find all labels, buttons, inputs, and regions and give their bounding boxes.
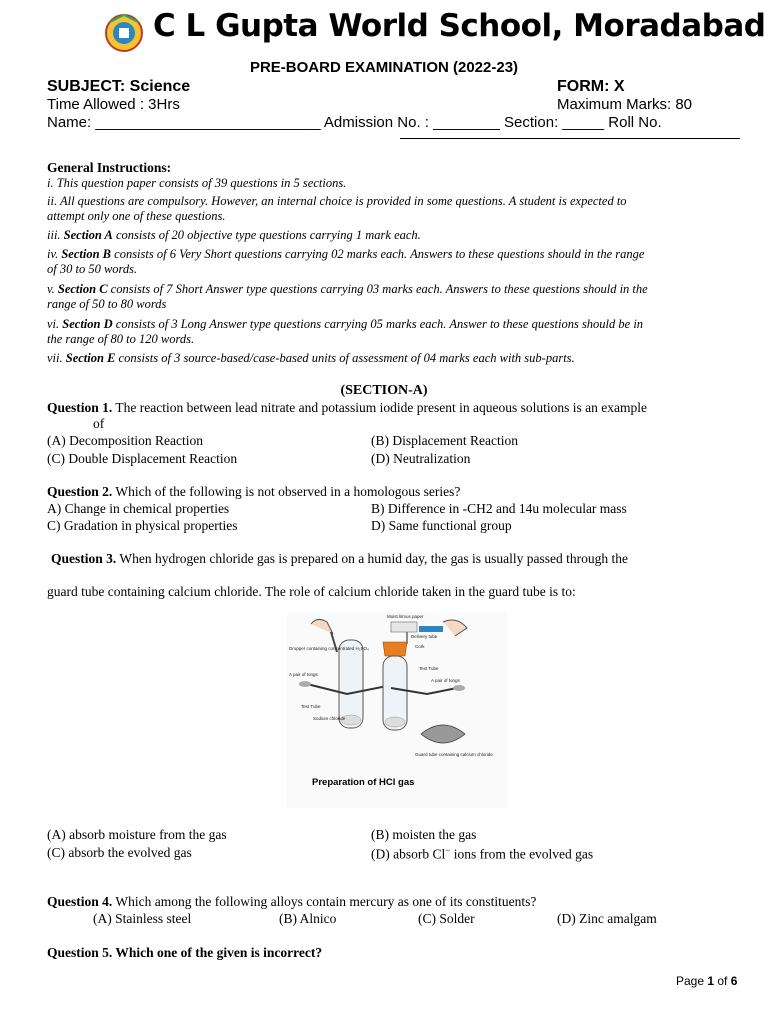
hcl-preparation-figure xyxy=(287,612,507,808)
question-2: Question 2. Which of the following is not observed in a homologous series? xyxy=(47,484,461,499)
exam-title: PRE-BOARD EXAMINATION (2022-23) xyxy=(249,59,519,76)
figure-label-sodium-chloride: Sodium chloride xyxy=(313,716,346,721)
figure-label-delivery: Delivery tube xyxy=(411,634,438,639)
question-1-cont: of xyxy=(93,416,105,431)
section-a-heading: (SECTION-A) xyxy=(340,383,428,398)
subject-label: SUBJECT: Science xyxy=(47,78,191,95)
q3-option-b: (B) moisten the gas xyxy=(371,827,477,842)
instruction-iii: iii. Section A consists of 20 objective type questions carrying 1 mark each. xyxy=(47,228,421,242)
figure-label-test-tube-right: Test Tube xyxy=(419,666,439,671)
page-number: Page 1 of 6 xyxy=(676,974,738,988)
q1-option-b: (B) Displacement Reaction xyxy=(371,433,518,448)
q3-option-a: (A) absorb moisture from the gas xyxy=(47,827,227,842)
form-label: FORM: X xyxy=(557,78,625,95)
instructions-heading: General Instructions: xyxy=(47,160,172,175)
time-allowed: Time Allowed : 3Hrs xyxy=(47,96,180,113)
question-3-cont: guard tube containing calcium chloride. The role of calcium chloride taken in the guard tube is to: xyxy=(47,584,576,599)
school-logo xyxy=(104,12,144,52)
question-3: Question 3. When hydrogen chloride gas is prepared on a humid day, the gas is usually passed through the xyxy=(51,551,629,566)
figure-caption: Preparation of HCl gas xyxy=(312,777,415,788)
figure-label-litmus: Moist litmus paper xyxy=(387,614,424,619)
instruction-vii: vii. Section E consists of 3 source-based/case-based units of assessment of 04 marks each with sub-parts. xyxy=(47,351,575,365)
q3-option-d: (D) absorb Cl− ions from the evolved gas xyxy=(371,845,594,862)
instruction-i: i. This question paper consists of 39 questions in 5 sections. xyxy=(47,176,347,190)
figure-label-guard: Guard tube containing calcium chloride xyxy=(415,752,493,757)
figure-label-dropper: Dropper containing concentrated H₂SO₄ xyxy=(289,646,369,651)
instruction-vi: vi. Section D consists of 3 Long Answer type questions carrying 05 marks each. Answer to these questions should be in xyxy=(47,317,644,331)
instruction-v-cont: range of 50 to 80 words xyxy=(47,297,167,311)
q2-option-d: D) Same functional group xyxy=(371,518,512,533)
q4-option-d: (D) Zinc amalgam xyxy=(557,911,657,926)
q4-option-a: (A) Stainless steel xyxy=(93,911,192,926)
q3-option-c: (C) absorb the evolved gas xyxy=(47,845,192,860)
maximum-marks: Maximum Marks: 80 xyxy=(557,96,693,113)
q1-option-c: (C) Double Displacement Reaction xyxy=(47,451,238,466)
q2-option-c: C) Gradation in physical properties xyxy=(47,518,238,533)
q2-option-b: B) Difference in -CH2 and 14u molecular mass xyxy=(371,501,627,516)
figure-label-tongs-left: A pair of tongs xyxy=(289,672,318,677)
figure-label-tongs-right: A pair of tongs xyxy=(431,678,460,683)
school-name: C L Gupta World School, Moradabad xyxy=(153,8,766,44)
instruction-iv-cont: of 30 to 50 words. xyxy=(47,262,138,276)
q4-option-c: (C) Solder xyxy=(418,911,475,926)
q4-option-b: (B) Alnico xyxy=(279,911,337,926)
student-details-line: Name: ___________________________ Admission No. : ________ Section: _____ Roll No. xyxy=(47,114,662,131)
instruction-v: v. Section C consists of 7 Short Answer type questions carrying 03 marks each. Answers to these questions should in the xyxy=(47,282,648,296)
instruction-iv: iv. Section B consists of 6 Very Short questions carrying 02 marks each. Answers to these questions should in the range xyxy=(47,247,645,261)
instruction-ii: ii. All questions are compulsory. However, an internal choice is provided in some questions. A student is expected to xyxy=(47,194,627,208)
instruction-vi-cont: the range of 80 to 120 words. xyxy=(47,332,195,346)
question-1: Question 1. The reaction between lead nitrate and potassium iodide present in aqueous solutions is an example xyxy=(47,400,647,415)
q2-option-a: A) Change in chemical properties xyxy=(47,501,230,516)
figure-label-cork: Cork xyxy=(415,644,425,649)
q1-option-a: (A) Decomposition Reaction xyxy=(47,433,203,448)
question-5: Question 5. Which one of the given is incorrect? xyxy=(47,945,323,960)
question-4: Question 4. Which among the following alloys contain mercury as one of its constituents? xyxy=(47,894,537,909)
header-rule xyxy=(400,138,740,139)
instruction-ii-cont: attempt only one of these questions. xyxy=(47,209,226,223)
q1-option-d: (D) Neutralization xyxy=(371,451,471,466)
figure-label-test-tube-left: Test Tube xyxy=(301,704,321,709)
